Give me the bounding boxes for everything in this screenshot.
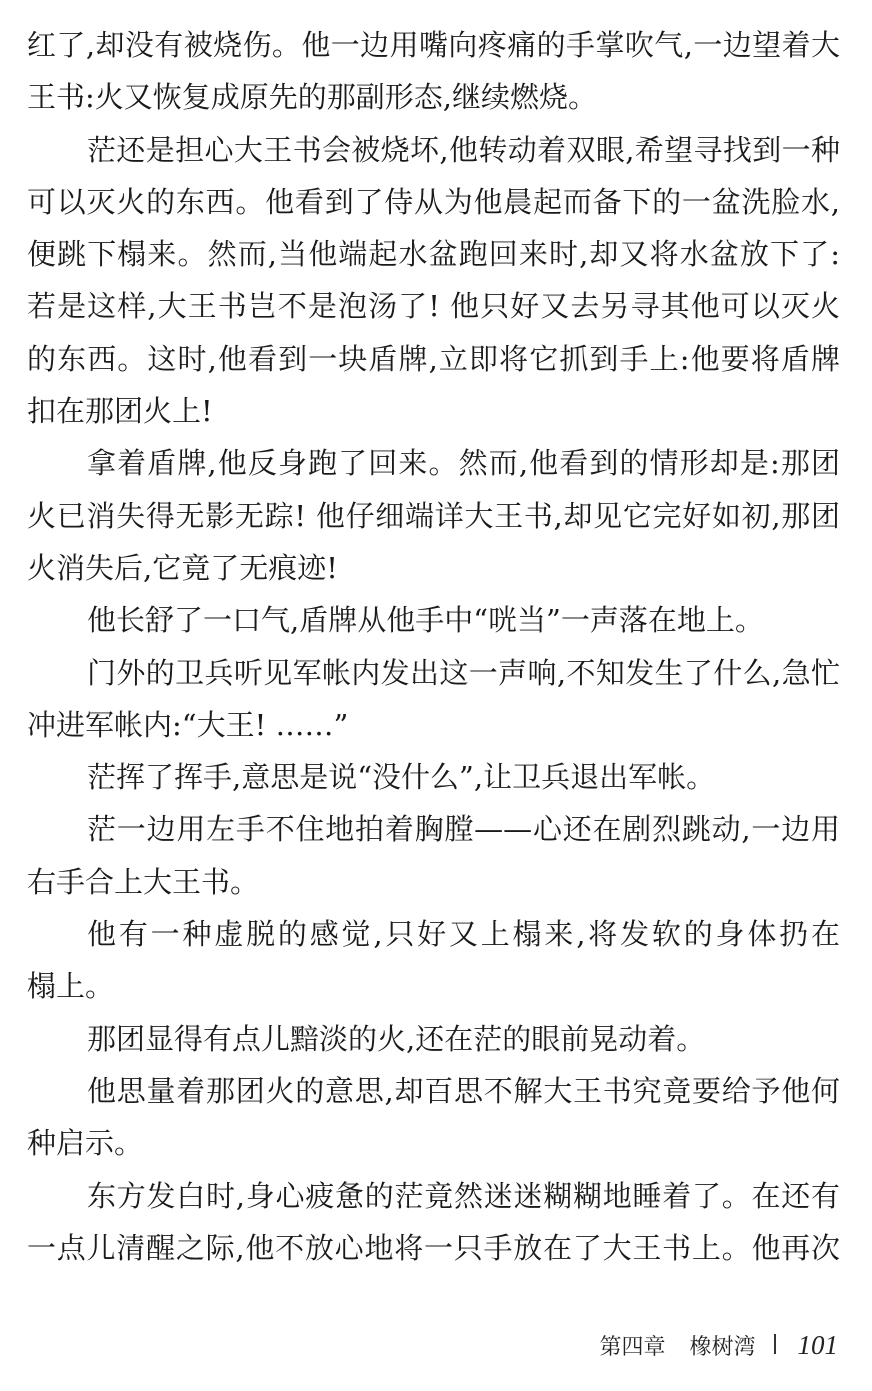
- text-line: 扣在那团火上!: [27, 394, 213, 429]
- text-line: 的东西。这时,他看到一块盾牌,立即将它抓到手上:他要将盾牌: [27, 341, 840, 376]
- paragraph: [27, 19, 840, 124]
- paragraph: [27, 124, 840, 438]
- paragraph: [27, 803, 840, 908]
- text-line: 门外的卫兵听见军帐内发出这一声响,不知发生了什么,急忙: [87, 655, 840, 690]
- text-line: 一点儿清醒之际,他不放心地将一只手放在了大王书上。他再次: [27, 1230, 840, 1265]
- text-line: 种启示。: [27, 1126, 144, 1161]
- text-line: 便跳下榻来。然而,当他端起水盆跑回来时,却又将水盆放下了:: [27, 237, 840, 272]
- text-line: 右手合上大王书。: [27, 864, 260, 899]
- text-line: 东方发白时,身心疲惫的茫竟然迷迷糊糊地睡着了。在还有: [87, 1178, 840, 1213]
- text-line: 红了,却没有被烧伤。他一边用嘴向疼痛的手掌吹气,一边望着大: [27, 28, 840, 62]
- text-line: 拿着盾牌,他反身跑了回来。然而,他看到的情形却是:那团: [87, 446, 840, 481]
- chapter-title: 橡树湾: [689, 1335, 756, 1360]
- text-line: 那团显得有点儿黯淡的火,还在茫的眼前晃动着。: [87, 1021, 706, 1056]
- footer-divider: [774, 1334, 776, 1354]
- body-text: [27, 19, 840, 1274]
- text-line: 他有一种虚脱的感觉,只好又上榻来,将发软的身体扔在: [87, 917, 840, 952]
- page-footer: [599, 1330, 838, 1361]
- text-line: 茫还是担心大王书会被烧坏,他转动着双眼,希望寻找到一种: [87, 132, 840, 167]
- text-line: 可以灭火的东西。他看到了侍从为他晨起而备下的一盆洗脸水,: [27, 184, 840, 219]
- paragraph: [27, 647, 840, 752]
- text-line: 王书:火又恢复成原先的那副形态,继续燃烧。: [27, 80, 597, 115]
- paragraph: [27, 437, 840, 594]
- paragraph: [27, 1065, 840, 1170]
- paragraph: [27, 1170, 840, 1275]
- text-line: 若是这样,大王书岂不是泡汤了! 他只好又去另寻其他可以灭火: [27, 289, 840, 324]
- text-line: 茫挥了挥手,意思是说“没什么”,让卫兵退出军帐。: [87, 760, 716, 795]
- text-line: 榻上。: [27, 969, 115, 1004]
- text-line: 他思量着那团火的意思,却百思不解大王书究竟要给予他何: [87, 1073, 840, 1108]
- text-line: 冲进军帐内:“大王! ……”: [27, 707, 349, 742]
- text-line: 火已消失得无影无踪! 他仔细端详大王书,却见它完好如初,那团: [27, 498, 840, 533]
- paragraph: [27, 908, 840, 1013]
- text-line: 他长舒了一口气,盾牌从他手中“咣当”一声落在地上。: [87, 603, 764, 638]
- page-number: 101: [797, 1330, 838, 1360]
- paragraph: [27, 1013, 840, 1065]
- text-line: 茫一边用左手不住地拍着胸膛——心还在剧烈跳动,一边用: [87, 812, 840, 847]
- paragraph: [27, 751, 840, 803]
- chapter-label: 第四章: [599, 1335, 666, 1360]
- text-line: 火消失后,它竟了无痕迹!: [27, 550, 338, 585]
- paragraph: [27, 594, 840, 646]
